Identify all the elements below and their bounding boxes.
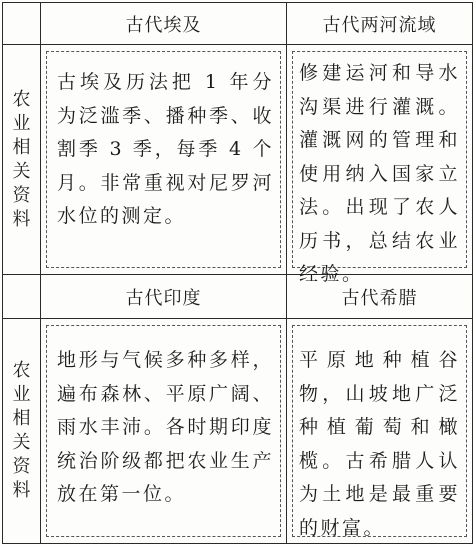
agriculture-comparison-table <box>2 2 473 544</box>
text-greece: 平原地种植谷物，山坡地广泛种植葡萄和橄榄。古希腊人认为土地是最重要的财富。 <box>299 349 460 539</box>
dashed-box-mesopotamia <box>292 51 467 285</box>
header-ancient-greece: 古代希腊 <box>287 275 473 319</box>
cell-egypt <box>41 45 287 275</box>
dashed-box-greece <box>292 325 467 537</box>
cell-mesopotamia <box>287 45 473 285</box>
dashed-box-egypt <box>46 51 281 268</box>
cell-greece <box>287 319 473 544</box>
side-label-cell-top <box>3 45 41 275</box>
side-label-agriculture-materials-2: 农业相关资料 <box>12 360 31 501</box>
content-row-bottom <box>3 319 473 544</box>
text-mesopotamia: 修建运河和导水沟渠进行灌溉。灌溉网的管理和使用纳入国家立法。出现了农人历书，总结农业经验。 <box>299 62 460 285</box>
cell-india <box>41 319 287 544</box>
side-label-cell-bottom <box>3 319 41 544</box>
header-ancient-india: 古代印度 <box>41 275 287 319</box>
content-row-top <box>3 45 473 275</box>
text-india: 地形与气候多种多样，遍布森林、平原广阔、雨水丰沛。各时期印度统治阶级都把农业生产放在第一位。 <box>57 349 274 505</box>
dashed-box-india <box>46 325 281 537</box>
header-ancient-egypt: 古代埃及 <box>41 3 287 45</box>
header-row-top <box>3 3 473 45</box>
corner-cell-bottom <box>3 275 41 319</box>
corner-cell-top <box>3 3 41 45</box>
header-ancient-mesopotamia: 古代两河流域 <box>287 3 473 45</box>
text-egypt: 古埃及历法把 1 年分为泛滥季、播种季、收割季 3 季，每季 4 个月。非常重视对尼罗河水位的测定。 <box>57 71 274 227</box>
side-label-agriculture-materials: 农业相关资料 <box>12 88 31 230</box>
